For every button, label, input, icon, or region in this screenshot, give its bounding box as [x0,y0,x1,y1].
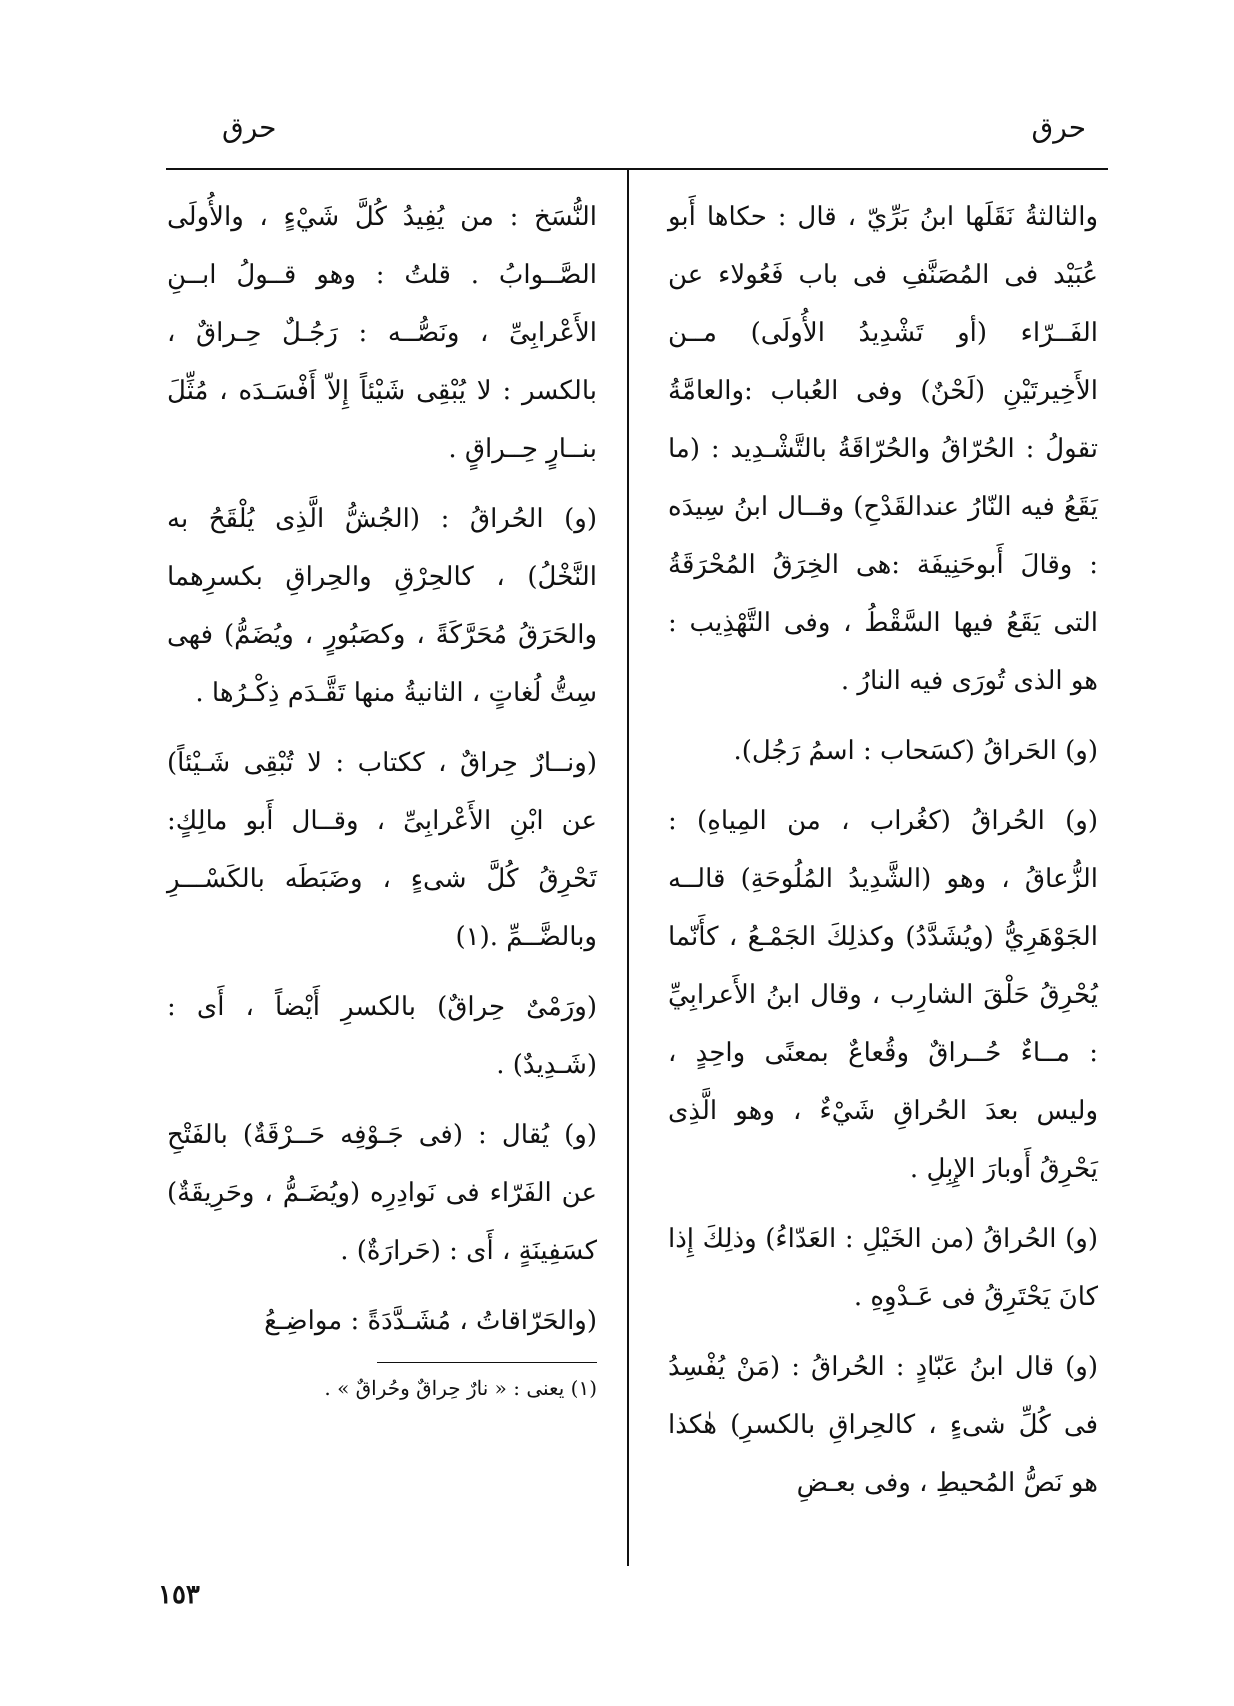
entry-paragraph: والثالثةُ نَقَلَها ابنُ بَرِّيّ ، قال : حكاها أَبو عُبَيْد فى المُصَنَّفِ فى باب فَعُولاء عن الفَــرّاء (أو تَشْدِيدُ الأُولَى) مــن الأَخِيرتَيْنِ (لَحْنٌ) وفى العُباب :والعامَّةُ تقولُ : الحُرّاقُ والحُرّاقَةُ بالتَّشْـدِيد : (ما يَقَعُ فيه النّارُ عندالقَدْحِ) وقــال ابنُ سِيدَه : وقالَ أَبوحَنِيفَة :هى الخِرَقُ المُحْرَقَةُ التى يَقَعُ فيها السَّقْطُ ، وفى التَّهْذِيب : هو الذى تُورَى فيه النارُ . [668,202,1098,696]
entry-paragraph: (والحَرّاقاتُ ، مُشَـدَّدَةً : مواضِـعُ [264,1306,597,1336]
header-rule [166,168,1108,170]
column-divider [627,168,629,1566]
footnote-rule [377,1362,597,1363]
header-root-word-left: حرق [222,111,277,144]
footnote: (١) يعنى : « نارٌ حِراقٌ وحُراقٌ » . [324,1376,597,1400]
header-root-word-right: حرق [1031,111,1086,144]
entry-paragraph: (و) الحُراقُ : (الجُشُّ الَّذِى يُلْقَحُ به النَّخْلُ) ، كالحِرْقِ والحِراقِ بكسرِهما والحَرَقُ مُحَرَّكَةً ، وكصَبُورٍ ، ويُضَمُّ) فهى سِتُّ لُغاتٍ ، الثانيةُ منها تَقَّـدَم ذِكْـرُها . [167,504,597,708]
entry-paragraph: (ونــارٌ حِراقٌ ، ككتاب : لا تُبْقِى شَـيْئاً) عن ابْنِ الأَعْرابِىِّ ، وقــال أَبو مالِكٍ: تَحْرِقُ كُلَّ شىءٍ ، وضَبَطَه بالكَسْـــرِ وبالضَّــمِّ .(١) [167,748,597,952]
page-number: ١٥٣ [158,1580,200,1610]
entry-paragraph: (و) يُقال : (فى جَـوْفِه حَــرْقَةٌ) بالفَتْحِ عن الفَرّاء فى نَوادِرِه (ويُضَـمُّ ، وحَرِيقَةٌ) كسَفِينَةٍ ، أَى : (حَرارَةٌ) . [167,1120,597,1266]
left-column [167,188,597,1403]
entry-paragraph: (و) الحُراقُ (من الخَيْلِ : العَدّاءُ) وذلِكَ إِذا كانَ يَحْتَرِقُ فى عَـدْوِهِ . [668,1224,1098,1312]
entry-paragraph: (ورَمْىٌ حِراقٌ) بالكسرِ أَيْضاً ، أَى : (شَـدِيدٌ) . [167,992,597,1080]
right-column [668,188,1098,1524]
entry-paragraph: (و) الحَراقُ (كسَحاب : اسمُ رَجُل). [733,736,1098,766]
entry-paragraph: النُّسَخ : من يُفِيدُ كُلَّ شَيْءٍ ، والأُولَى الصَّــوابُ . قلتُ : وهو قــولُ ابــنِ الأَعْرابِىِّ ، ونَصُّــه : رَجُـلٌ حِـراقٌ ، بالكسر : لا يُبْقِى شَيْئاً إِلاّ أَفْسَـدَه ، مُثِّلَ بنــارٍ حِــراقٍ . [167,202,597,464]
entry-paragraph: (و) قال ابنُ عَبّادٍ : الحُراقُ : (مَنْ يُفْسِدُ فى كُلِّ شىءٍ ، كالحِراقِ بالكسرِ) هٰكذا هو نَصُّ المُحيطِ ، وفى بعـضِ [668,1352,1098,1498]
entry-paragraph: (و) الحُراقُ (كغُراب ، من المِياهِ) : الزُّعاقُ ، وهو (الشَّدِيدُ المُلُوحَةِ) قالــه الجَوْهَرِيُّ (ويُشَدَّدُ) وكذلِكَ الجَمْـعُ ، كأَنّما يُحْرِقُ حَلْقَ الشارِب ، وقال ابنُ الأَعرابِيِّ : مــاءٌ حُــراقٌ وقُعاعٌ بمعنًى واحِدٍ ، وليس بعدَ الحُراقِ شَيْءٌ ، وهو الَّذِى يَحْرِقُ أَوبارَ الإِبِلِ . [668,806,1098,1184]
